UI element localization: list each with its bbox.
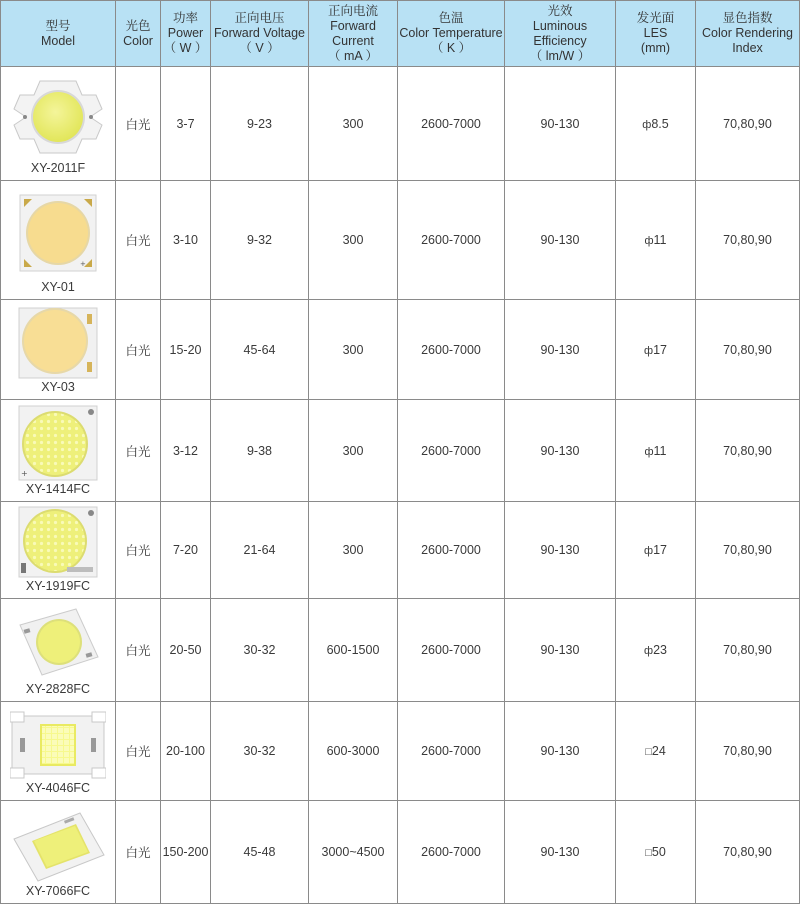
voltage-cell: 21-64 xyxy=(211,502,309,599)
model-name: XY-2011F xyxy=(30,161,86,175)
cob-chip-image xyxy=(17,306,99,380)
power-cell: 3-7 xyxy=(161,67,211,181)
table-row xyxy=(1,801,800,904)
cob-chip-image xyxy=(18,193,98,273)
svg-text:+: + xyxy=(21,469,28,478)
cct-cell: 2600-7000 xyxy=(398,801,505,904)
cri-cell: 70,80,90 xyxy=(696,702,800,801)
voltage-cell: 45-64 xyxy=(211,300,309,400)
cct-cell: 2600-7000 xyxy=(398,702,505,801)
power-cell: 3-12 xyxy=(161,400,211,502)
cob-chip-image xyxy=(10,809,106,883)
diameter-icon: ф xyxy=(644,645,654,657)
model-cell xyxy=(1,181,116,300)
color-cell: 白光 xyxy=(116,300,161,400)
cob-chip-image xyxy=(10,710,106,780)
model-name: XY-1919FC xyxy=(25,579,91,593)
cct-cell: 2600-7000 xyxy=(398,300,505,400)
les-value: 50 xyxy=(651,845,666,859)
les-value: 11 xyxy=(653,233,667,247)
les-cell xyxy=(616,801,696,904)
diameter-icon: ф xyxy=(644,344,654,357)
power-cell: 150-200 xyxy=(161,801,211,904)
header-voltage: 正向电压 Forward Voltage （ V ） xyxy=(211,1,309,67)
model-cell xyxy=(1,599,116,702)
les-value: 11 xyxy=(653,443,667,458)
color-cell: 白光 xyxy=(116,801,161,904)
color-cell: 白光 xyxy=(116,400,161,502)
model-name: XY-4046FC xyxy=(25,781,91,795)
cri-cell: 70,80,90 xyxy=(696,502,800,599)
les-cell xyxy=(616,300,696,400)
cri-cell: 70,80,90 xyxy=(696,400,800,502)
svg-text:+: + xyxy=(80,260,86,268)
model-cell xyxy=(1,67,116,181)
efficiency-cell: 90-130 xyxy=(505,181,616,300)
les-value: 24 xyxy=(651,744,666,758)
efficiency-cell: 90-130 xyxy=(505,599,616,702)
les-value: 8.5 xyxy=(651,116,669,131)
les-cell xyxy=(616,67,696,181)
power-cell: 20-50 xyxy=(161,599,211,702)
les-cell xyxy=(616,400,696,502)
voltage-cell: 9-32 xyxy=(211,181,309,300)
model-name: XY-2828FC xyxy=(25,682,91,696)
color-cell: 白光 xyxy=(116,67,161,181)
les-value: 23 xyxy=(653,643,667,657)
power-cell: 3-10 xyxy=(161,181,211,300)
color-cell: 白光 xyxy=(116,702,161,801)
model-name: XY-1414FC xyxy=(25,482,91,496)
voltage-cell: 30-32 xyxy=(211,702,309,801)
cri-cell: 70,80,90 xyxy=(696,181,800,300)
cob-chip-image xyxy=(12,607,104,677)
voltage-cell: 9-23 xyxy=(211,67,309,181)
model-name: XY-7066FC xyxy=(25,884,91,898)
les-cell xyxy=(616,502,696,599)
efficiency-cell: 90-130 xyxy=(505,502,616,599)
model-cell xyxy=(1,801,116,904)
table-row xyxy=(1,599,800,702)
model-cell xyxy=(1,502,116,599)
cri-cell: 70,80,90 xyxy=(696,300,800,400)
current-cell: 300 xyxy=(309,181,398,300)
header-current: 正向电流 Forward Current （ mA ） xyxy=(309,1,398,67)
model-cell xyxy=(1,300,116,400)
current-cell: 300 xyxy=(309,502,398,599)
efficiency-cell: 90-130 xyxy=(505,702,616,801)
efficiency-cell: 90-130 xyxy=(505,67,616,181)
voltage-cell: 30-32 xyxy=(211,599,309,702)
les-cell xyxy=(616,181,696,300)
diameter-icon: ф xyxy=(644,545,654,557)
cct-cell: 2600-7000 xyxy=(398,502,505,599)
color-cell: 白光 xyxy=(116,599,161,702)
diameter-icon: ф xyxy=(644,235,654,247)
efficiency-cell: 90-130 xyxy=(505,801,616,904)
header-power: 功率 Power （ W ） xyxy=(161,1,211,67)
cct-cell: 2600-7000 xyxy=(398,599,505,702)
model-name: XY-03 xyxy=(41,380,75,394)
power-cell: 15-20 xyxy=(161,300,211,400)
table-row xyxy=(1,67,800,181)
diameter-icon: ф xyxy=(642,118,652,131)
current-cell: 300 xyxy=(309,300,398,400)
current-cell: 300 xyxy=(309,400,398,502)
header-cri: 显色指数 Color Rendering Index xyxy=(696,1,800,67)
cct-cell: 2600-7000 xyxy=(398,181,505,300)
square-icon: □ xyxy=(645,746,652,758)
les-value: 17 xyxy=(653,342,667,357)
model-name: XY-01 xyxy=(41,280,75,294)
les-cell xyxy=(616,702,696,801)
cri-cell: 70,80,90 xyxy=(696,801,800,904)
diameter-icon: ф xyxy=(644,445,654,458)
les-value: 17 xyxy=(653,543,667,557)
cct-cell: 2600-7000 xyxy=(398,67,505,181)
header-cct: 色温 Color Temperature （ K ） xyxy=(398,1,505,67)
efficiency-cell: 90-130 xyxy=(505,400,616,502)
cob-chip-image xyxy=(17,404,99,482)
current-cell: 600-1500 xyxy=(309,599,398,702)
cri-cell: 70,80,90 xyxy=(696,599,800,702)
table-row xyxy=(1,300,800,400)
square-icon: □ xyxy=(645,847,652,859)
voltage-cell: 9-38 xyxy=(211,400,309,502)
table-row xyxy=(1,181,800,300)
voltage-cell: 45-48 xyxy=(211,801,309,904)
current-cell: 600-3000 xyxy=(309,702,398,801)
cob-chip-image xyxy=(10,75,106,157)
current-cell: 3000~4500 xyxy=(309,801,398,904)
cob-chip-image xyxy=(17,505,99,579)
cri-cell: 70,80,90 xyxy=(696,67,800,181)
header-row xyxy=(1,1,800,67)
table-row xyxy=(1,400,800,502)
header-model: 型号 Model xyxy=(1,1,116,67)
power-cell: 7-20 xyxy=(161,502,211,599)
model-cell xyxy=(1,702,116,801)
header-color: 光色 Color xyxy=(116,1,161,67)
color-cell: 白光 xyxy=(116,181,161,300)
power-cell: 20-100 xyxy=(161,702,211,801)
model-cell xyxy=(1,400,116,502)
current-cell: 300 xyxy=(309,67,398,181)
efficiency-cell: 90-130 xyxy=(505,300,616,400)
les-cell xyxy=(616,599,696,702)
table-row xyxy=(1,502,800,599)
header-les: 发光面 LES (mm) xyxy=(616,1,696,67)
color-cell: 白光 xyxy=(116,502,161,599)
table-row xyxy=(1,702,800,801)
cct-cell: 2600-7000 xyxy=(398,400,505,502)
header-efficiency: 光效 Luminous Efficiency （ lm/W ） xyxy=(505,1,616,67)
